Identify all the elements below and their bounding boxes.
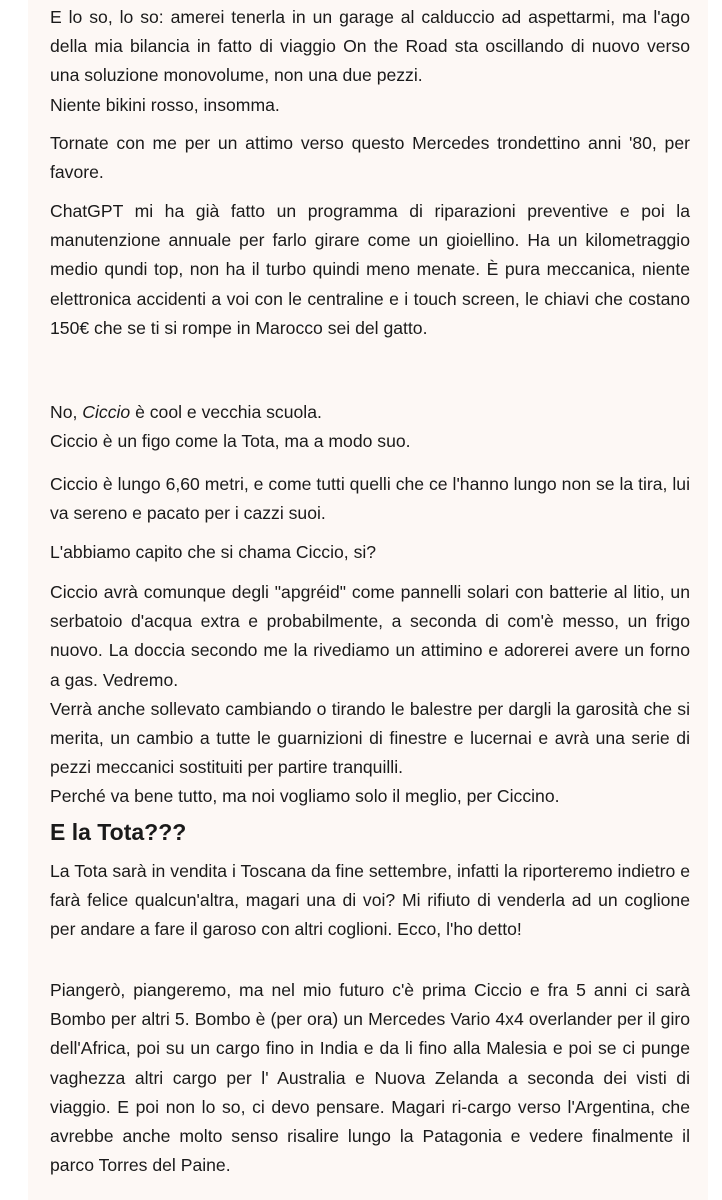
upgrades-text: Ciccio avrà comunque degli "apgréid" come pannelli solari con batterie al litio, un serbatoio d'acqua extra e probabilmente, a seconda di com'è messo, un frigo nuovo. La doccia secondo me la rivediamo un attimino e adorerei avere un forno a gas. Vedremo. [50,582,690,690]
paragraph-chatgpt: ChatGPT mi ha già fatto un programma di riparazioni preventive e poi la manutenzione annuale per farlo girare come un gioiellino. Ha un kilometraggio medio qundi top, non ha il turbo quindi meno menate. È pura meccanica, niente elettronica accidenti a voi con le centraline e i touch screen, le chiavi che costano 150€ che se ti si rompe in Marocco sei del gatto. [50,201,690,338]
paragraph-garage [50,3,690,120]
paragraph-mercedes: Tornate con me per un attimo verso questo Mercedes trondettino anni '80, per favore. [50,133,690,183]
paragraph-ciccio-length: Ciccio è lungo 6,60 metri, e come tutti quelli che ce l'hanno lungo non se la tira, lui va sereno e pacato per i cazzi suoi. [50,474,690,524]
paragraph-upgrades [50,578,690,812]
ciccio-pre: No, [50,402,78,422]
paragraph-bikini-text: Niente bikini rosso, insomma. [50,94,280,115]
ciccio-figo-line: Ciccio è un figo come la Tota, ma a modo suo. [50,431,411,452]
paragraph-tota-sale: La Tota sarà in vendita i Toscana da fine settembre, infatti la riporteremo indietro e farà felice qualcun'altra, magari una di voi? Mi rifiuto di venderla ad un coglione per andare a fare il garoso con altri coglioni. Ecco, l'ho detto! [50,861,690,940]
paragraph-ciccio-name: L'abbiamo capito che si chama Ciccio, si? [50,542,377,562]
ciccio-post: è cool e vecchia scuola. [135,402,322,422]
suspension-text: Verrà anche sollevato cambiando o tirando le balestre per dargli la garosità che si merita, un cambio a tutte le guarnizioni di finestre e lucernai e avrà una serie di pezzi meccanici sostituiti per partire tranquilli. [50,698,690,778]
ciccino-text: Perché va bene tutto, ma noi vogliamo solo il meglio, per Ciccino. [50,786,560,807]
article-page [28,0,708,1200]
section-heading-tota: E la Tota??? [50,819,187,845]
paragraph-garage-text: E lo so, lo so: amerei tenerla in un garage al calduccio ad aspettarmi, ma l'ago della mia bilancia in fatto di viaggio On the Road sta oscillando di nuovo verso una soluzione monovolume, non una due pezzi. [50,7,690,86]
paragraph-future-plans: Piangerò, piangeremo, ma nel mio futuro c'è prima Ciccio e fra 5 anni ci sarà Bombo per altri 5. Bombo è (per ora) un Mercedes Vario 4x4 overlander per il giro dell'Africa, poi su un cargo fino in India e da li fino alla Malesia e poi se ci punge vaghezza altri cargo per l' Australia e Nuova Zelanda a seconda dei visti di viaggio. E poi non lo so, ci devo pensare. Magari ri-cargo verso l'Argentina, che avrebbe anche molto senso risalire lungo la Patagonia e vedere finalmente il parco Torres del Paine. [50,980,690,1176]
ciccio-name-italic: Ciccio [82,402,131,422]
paragraph-ciccio-cool [50,398,690,456]
